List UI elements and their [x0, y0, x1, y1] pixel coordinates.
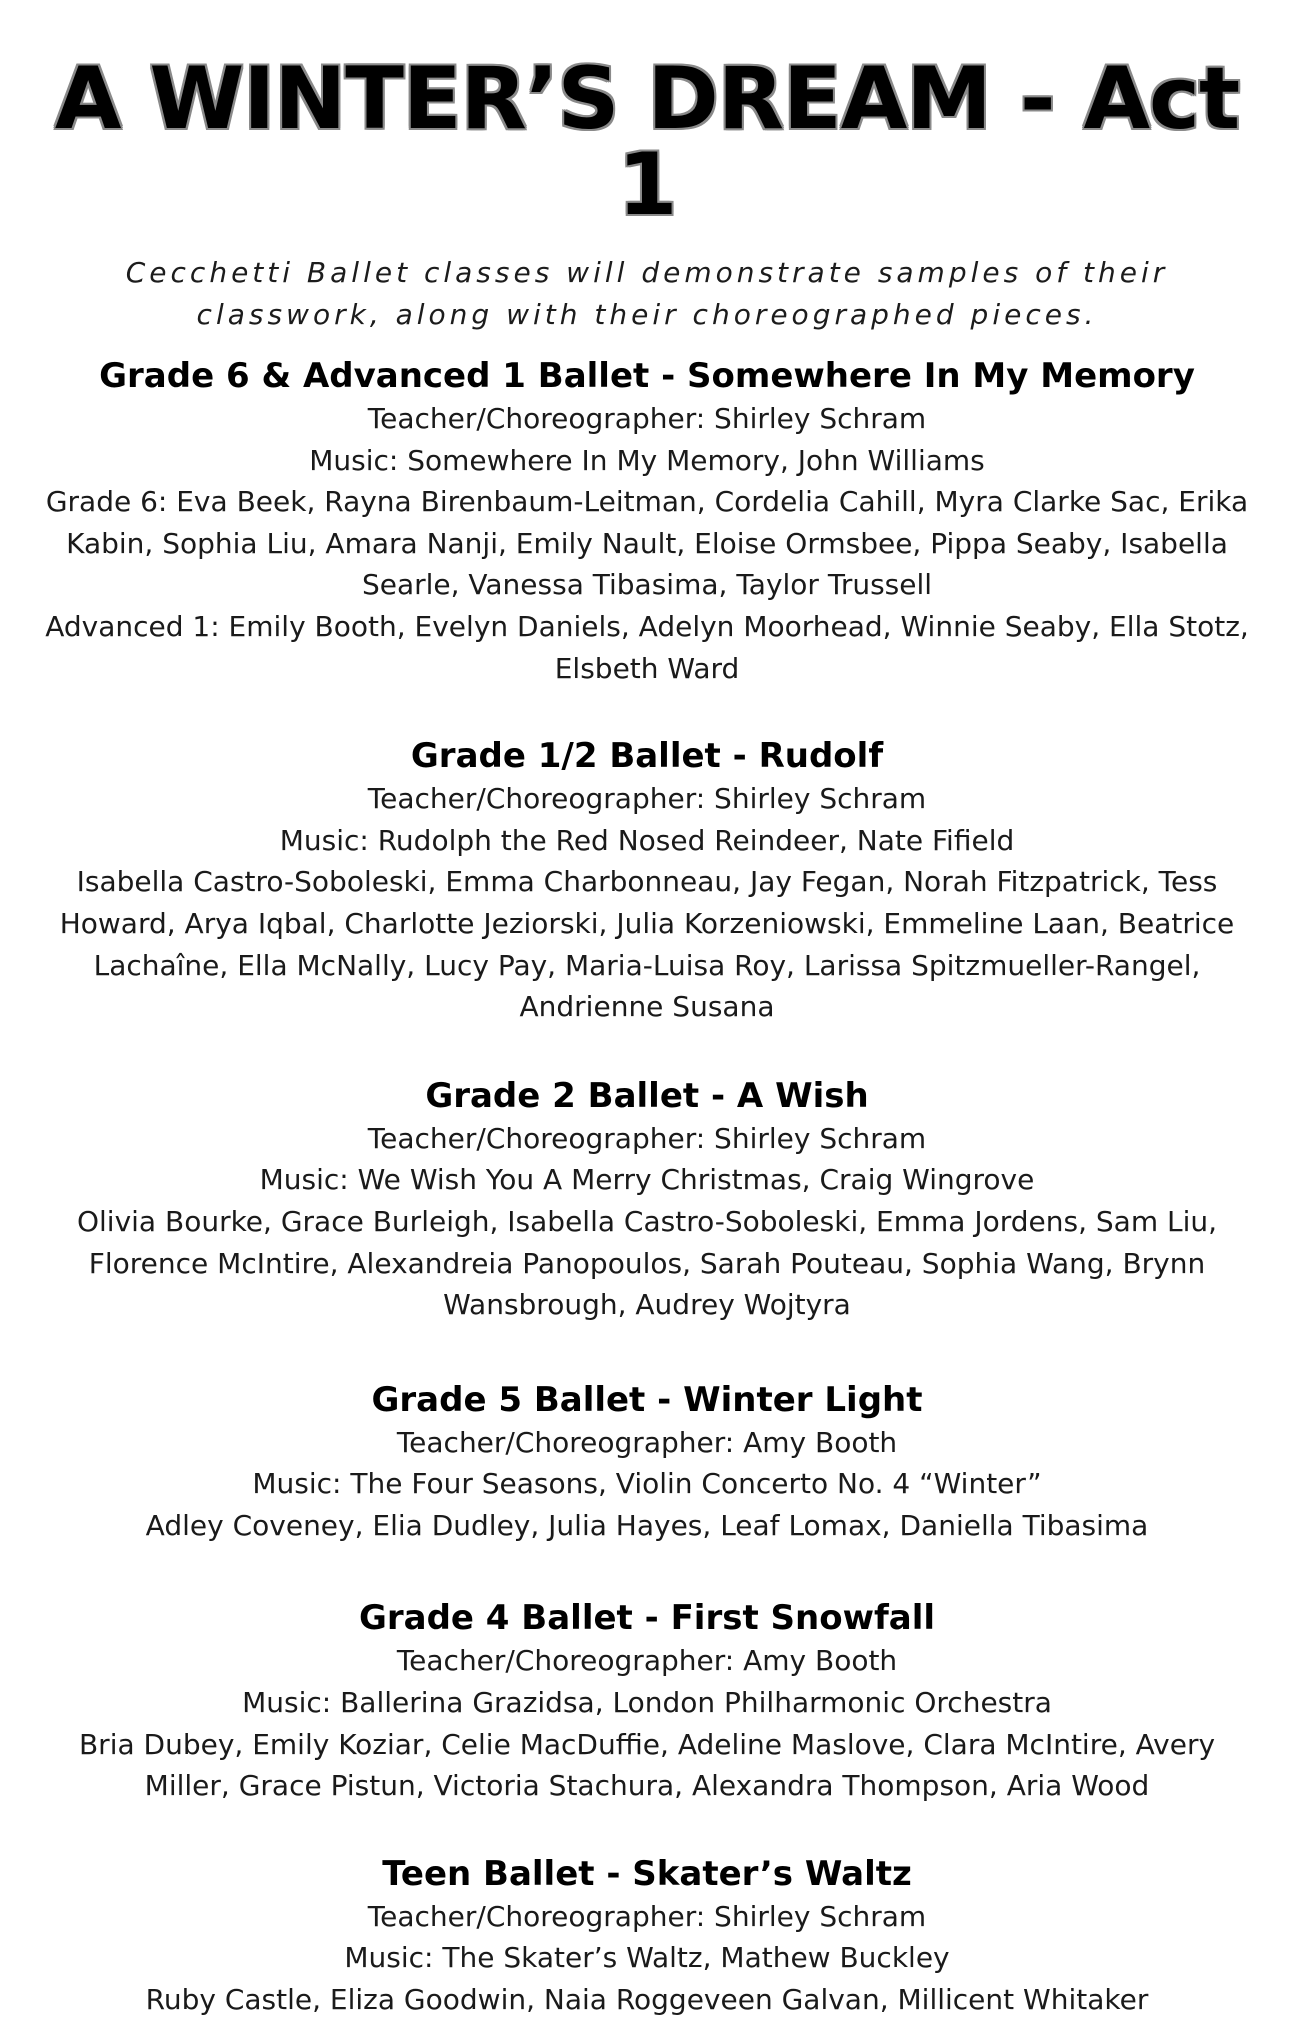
piece-title: Grade 2 Ballet - A Wish: [425, 1075, 869, 1116]
piece-skaters-waltz: [36, 1852, 1258, 2021]
piece-music: Music: Ballerina Grazidsa, London Philharmonic Orchestra: [242, 1686, 1052, 1720]
piece-teacher: Teacher/Choreographer: Shirley Schram: [367, 402, 927, 435]
page-title: A WINTER’S DREAM - Act 1: [54, 49, 1240, 235]
piece-teacher: Teacher/Choreographer: Amy Booth: [396, 1644, 898, 1678]
piece-teacher: Teacher/Choreographer: Shirley Schram: [367, 782, 927, 816]
piece-title: Grade 4 Ballet - First Snowfall: [358, 1598, 936, 1639]
piece-rudolf: [36, 734, 1258, 1028]
piece-somewhere-in-my-memory: [36, 354, 1258, 689]
piece-first-snowfall: [36, 1596, 1258, 1806]
piece-dancers: Olivia Bourke, Grace Burleigh, Isabella Castro-Soboleski, Emma Jordens, Sam Liu, Florence McIntire, Alexandreia Panopoulos, Sarah Pouteau, Sophia Wang, Brynn Wansbrough, Audrey Wojtyra: [76, 1204, 1218, 1322]
piece-title: Grade 6 & Advanced 1 Ballet - Somewhere In My Memory: [99, 356, 1195, 396]
piece-teacher: Teacher/Choreographer: Shirley Schram: [367, 1899, 927, 1933]
piece-music: Music: The Four Seasons, Violin Concerto No. 4 “Winter”: [252, 1467, 1042, 1501]
piece-dancers: Adley Coveney, Elia Dudley, Julia Hayes, Leaf Lomax, Daniella Tibasima: [145, 1508, 1149, 1542]
piece-music: Music: Rudolph the Red Nosed Reindeer, Nate Fifield: [279, 823, 1015, 857]
piece-dancers-grade-6: Grade 6: Eva Beek, Rayna Birenbaum-Leitman, Cordelia Cahill, Myra Clarke Sac, Erika Kabin, Sophia Liu, Amara Nanji, Emily Nault, Eloise Ormsbee, Pippa Seaby, Isabella Searle, Vanessa Tibasima, Taylor Trussell: [45, 485, 1249, 602]
piece-dancers-advanced-1: Advanced 1: Emily Booth, Evelyn Daniels, Adelyn Moorhead, Winnie Seaby, Ella Stotz, Elsbeth Ward: [45, 609, 1249, 685]
page-subtitle: Cecchetti Ballet classes will demonstrate samples of their classwork, along with their choreographed pieces.: [125, 256, 1169, 331]
piece-teacher: Teacher/Choreographer: Amy Booth: [396, 1425, 898, 1459]
piece-title: Teen Ballet - Skater’s Waltz: [382, 1853, 912, 1894]
piece-dancers: Ruby Castle, Eliza Goodwin, Naia Roggeveen Galvan, Millicent Whitaker: [145, 1983, 1149, 2017]
piece-winter-light: [36, 1378, 1258, 1547]
piece-a-wish: [36, 1074, 1258, 1326]
piece-title: Grade 5 Ballet - Winter Light: [371, 1379, 923, 1420]
piece-music: Music: Somewhere In My Memory, John Williams: [309, 443, 985, 477]
piece-teacher: Teacher/Choreographer: Shirley Schram: [367, 1121, 927, 1155]
piece-dancers: Isabella Castro-Soboleski, Emma Charbonneau, Jay Fegan, Norah Fitzpatrick, Tess Howard, Arya Iqbal, Charlotte Jeziorski, Julia Korzeniowski, Emmeline Laan, Beatrice Lachaîne, Ella McNally, Lucy Pay, Maria-Luisa Roy, Larissa Spitzmueller-Rangel, Andrienne Susana: [59, 865, 1235, 1024]
piece-title: Grade 1/2 Ballet - Rudolf: [410, 736, 884, 777]
piece-music: Music: We Wish You A Merry Christmas, Craig Wingrove: [259, 1163, 1035, 1197]
piece-music: Music: The Skater’s Waltz, Mathew Buckley: [344, 1941, 950, 1975]
piece-dancers: Bria Dubey, Emily Koziar, Celie MacDuffie, Adeline Maslove, Clara McIntire, Avery Miller, Grace Pistun, Victoria Stachura, Alexandra Thompson, Aria Wood: [78, 1727, 1216, 1803]
